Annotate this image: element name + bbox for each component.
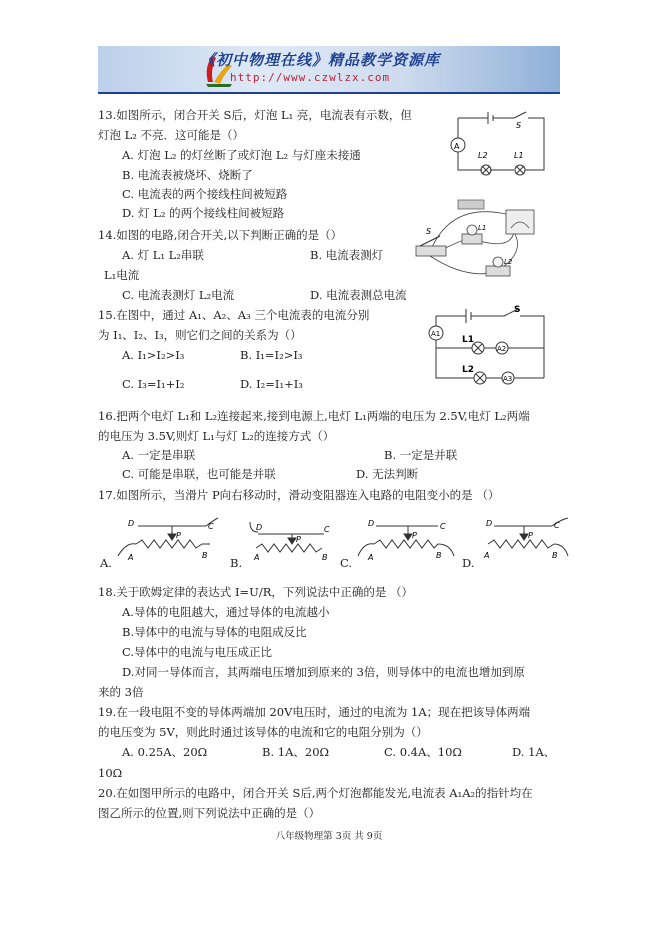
- header-rule: [98, 92, 560, 94]
- q15-stem: 15.在图中，通过 A₁、A₂、A₃ 三个电流表的电流分别: [98, 308, 370, 322]
- q15-fig-l1-label: L1: [462, 335, 474, 345]
- q14-fig-switch-label: S: [426, 227, 432, 236]
- header-title: 《初中物理在线》精品教学资源库: [200, 51, 441, 69]
- q17-a-terminal-d: D: [128, 519, 135, 528]
- q16-option-b[interactable]: B. 一定是并联: [384, 448, 458, 462]
- q15-fig-a1-label: A1: [431, 330, 441, 338]
- q16-stem: 16.把两个电灯 L₁和 L₂连接起来,接到电源上,电灯 L₁两端的电压为 2.5V,电灯 L₂两端: [98, 409, 530, 423]
- q17-c-terminal-d: D: [368, 519, 375, 528]
- q16-option-a[interactable]: A. 一定是串联: [122, 448, 196, 462]
- q19-option-d[interactable]: D. 1A、: [512, 745, 556, 759]
- header-banner: [98, 46, 560, 92]
- q13-circuit-diagram: [440, 106, 550, 184]
- q17-rheostat-b: [242, 516, 342, 566]
- q19-option-a[interactable]: A. 0.25A、20Ω: [122, 745, 208, 759]
- q18-option-d[interactable]: D.对同一导体而言，其两端电压增加到原来的 3倍，则导体中的电流也增加到原: [122, 665, 525, 679]
- q15-option-b[interactable]: B. I₁=I₂>I₃: [240, 348, 303, 362]
- q19-option-d-cont: 10Ω: [98, 766, 123, 780]
- q17-c-terminal-p: P: [412, 531, 417, 540]
- q14-option-a[interactable]: A. 灯 L₁ L₂串联: [122, 248, 204, 262]
- q16-option-d[interactable]: D. 无法判断: [356, 467, 419, 481]
- q17-b-terminal-d: D: [256, 523, 263, 532]
- q13-option-d[interactable]: D. 灯 L₂ 的两个接线柱间被短路: [122, 206, 285, 220]
- q19-stem: 19.在一段电阻不变的导体两端加 20V电压时，通过的电流为 1A；现在把该导体两端: [98, 705, 531, 719]
- page-footer: 八年级物理第 3页 共 9页: [275, 831, 383, 842]
- q15-fig-switch-label: S: [514, 305, 521, 315]
- q17-option-d-label[interactable]: D.: [462, 556, 475, 570]
- q15-fig-a3-label: A3: [503, 375, 513, 383]
- q17-c-terminal-c: C: [440, 522, 446, 531]
- q14-stem: 14.如图的电路,闭合开关,以下判断正确的是（）: [98, 228, 343, 242]
- q14-fig-l2-label: L2: [504, 258, 513, 266]
- q17-b-terminal-b: B: [322, 553, 328, 562]
- q16-stem-cont: 的电压为 3.5V,则灯 L₁与灯 L₂的连接方式（）: [98, 429, 335, 443]
- q17-a-terminal-p: P: [176, 531, 181, 540]
- q17-option-c-label[interactable]: C.: [340, 556, 353, 570]
- q17-b-terminal-p: P: [296, 535, 301, 544]
- q16-option-c[interactable]: C. 可能是串联，也可能是并联: [122, 467, 276, 481]
- q15-fig-l2-label: L2: [462, 365, 474, 375]
- q17-d-terminal-d: D: [486, 519, 493, 528]
- q13-option-b[interactable]: B. 电流表被烧坏、烧断了: [122, 168, 253, 182]
- q14-circuit-photo: [410, 192, 556, 288]
- q13-stem: 13.如图所示，闭合开关 S后，灯泡 L₁ 亮，电流表有示数，但: [98, 108, 412, 122]
- q17-b-terminal-c: C: [324, 525, 330, 534]
- q14-option-c[interactable]: C. 电流表测灯 L₂电流: [122, 288, 235, 302]
- q15-fig-a2-label: A2: [497, 345, 507, 353]
- q13-stem-cont: 灯泡 L₂ 不亮．这可能是（）: [98, 128, 245, 142]
- q15-option-d[interactable]: D. I₂=I₁+I₃: [240, 377, 303, 391]
- q17-b-terminal-a: A: [254, 553, 260, 562]
- q18-stem: 18.关于欧姆定律的表达式 I=U/R，下列说法中正确的是 （）: [98, 585, 414, 599]
- q13-fig-l1-label: L1: [514, 151, 524, 160]
- q17-rheostat-c: [352, 516, 458, 566]
- q17-a-terminal-b: B: [202, 551, 208, 560]
- q17-stem: 17.如图所示，当滑片 P向右移动时，滑动变阻器连入电路的电阻变小的是 （）: [98, 488, 500, 502]
- q13-option-a[interactable]: A. 灯泡 L₂ 的灯丝断了或灯泡 L₂ 与灯座未接通: [122, 148, 361, 162]
- q17-a-terminal-c: C: [208, 522, 214, 531]
- q17-d-terminal-b: B: [552, 551, 558, 560]
- q15-option-c[interactable]: C. I₃=I₁+I₂: [122, 377, 185, 391]
- q19-stem-cont: 的电压变为 5V，则此时通过该导体的电流和它的电阻分别为（）: [98, 725, 428, 739]
- q14-option-b-cont: L₁电流: [104, 268, 140, 282]
- q17-option-a-label[interactable]: A.: [100, 556, 112, 570]
- q20-stem: 20.在如图甲所示的电路中，闭合开关 S后,两个灯泡都能发光,电流表 A₁A₂的指针均在: [98, 786, 533, 800]
- q17-rheostat-d: [474, 516, 574, 566]
- q13-fig-l2-label: L2: [478, 151, 488, 160]
- q18-option-a[interactable]: A.导体的电阻越大，通过导体的电流越小: [122, 605, 330, 619]
- q18-option-b[interactable]: B.导体中的电流与导体的电阻成反比: [122, 625, 307, 639]
- q18-option-c[interactable]: C.导体中的电流与电压成正比: [122, 645, 273, 659]
- q17-c-terminal-a: A: [368, 553, 374, 562]
- q13-fig-switch-label: S: [516, 121, 522, 130]
- q14-option-b[interactable]: B. 电流表测灯: [310, 248, 384, 262]
- q13-fig-ammeter-label: A: [454, 142, 460, 151]
- q14-fig-l1-label: L1: [478, 224, 487, 232]
- q15-option-a[interactable]: A. I₁>I₂>I₃: [122, 348, 185, 362]
- q17-d-terminal-c: C: [554, 521, 560, 530]
- q14-option-d[interactable]: D. 电流表测总电流: [310, 288, 407, 302]
- header-url[interactable]: http://www.czwlzx.com: [230, 71, 391, 84]
- q18-option-d-cont: 来的 3倍: [98, 685, 144, 699]
- q19-option-b[interactable]: B. 1A、20Ω: [262, 745, 330, 759]
- q13-option-c[interactable]: C. 电流表的两个接线柱间被短路: [122, 187, 288, 201]
- q20-stem-cont: 图乙所示的位置,则下列说法中正确的是（）: [98, 806, 321, 820]
- q17-a-terminal-a: A: [128, 553, 134, 562]
- q17-d-terminal-p: P: [528, 531, 533, 540]
- q15-circuit-diagram: [426, 300, 550, 390]
- q17-rheostat-a: [112, 516, 222, 566]
- q19-option-c[interactable]: C. 0.4A、10Ω: [384, 745, 462, 759]
- q15-stem-cont: 为 I₁、I₂、I₃，则它们之间的关系为（）: [98, 328, 302, 342]
- q17-d-terminal-a: A: [484, 551, 490, 560]
- q17-option-b-label[interactable]: B.: [230, 556, 243, 570]
- q17-c-terminal-b: B: [436, 551, 442, 560]
